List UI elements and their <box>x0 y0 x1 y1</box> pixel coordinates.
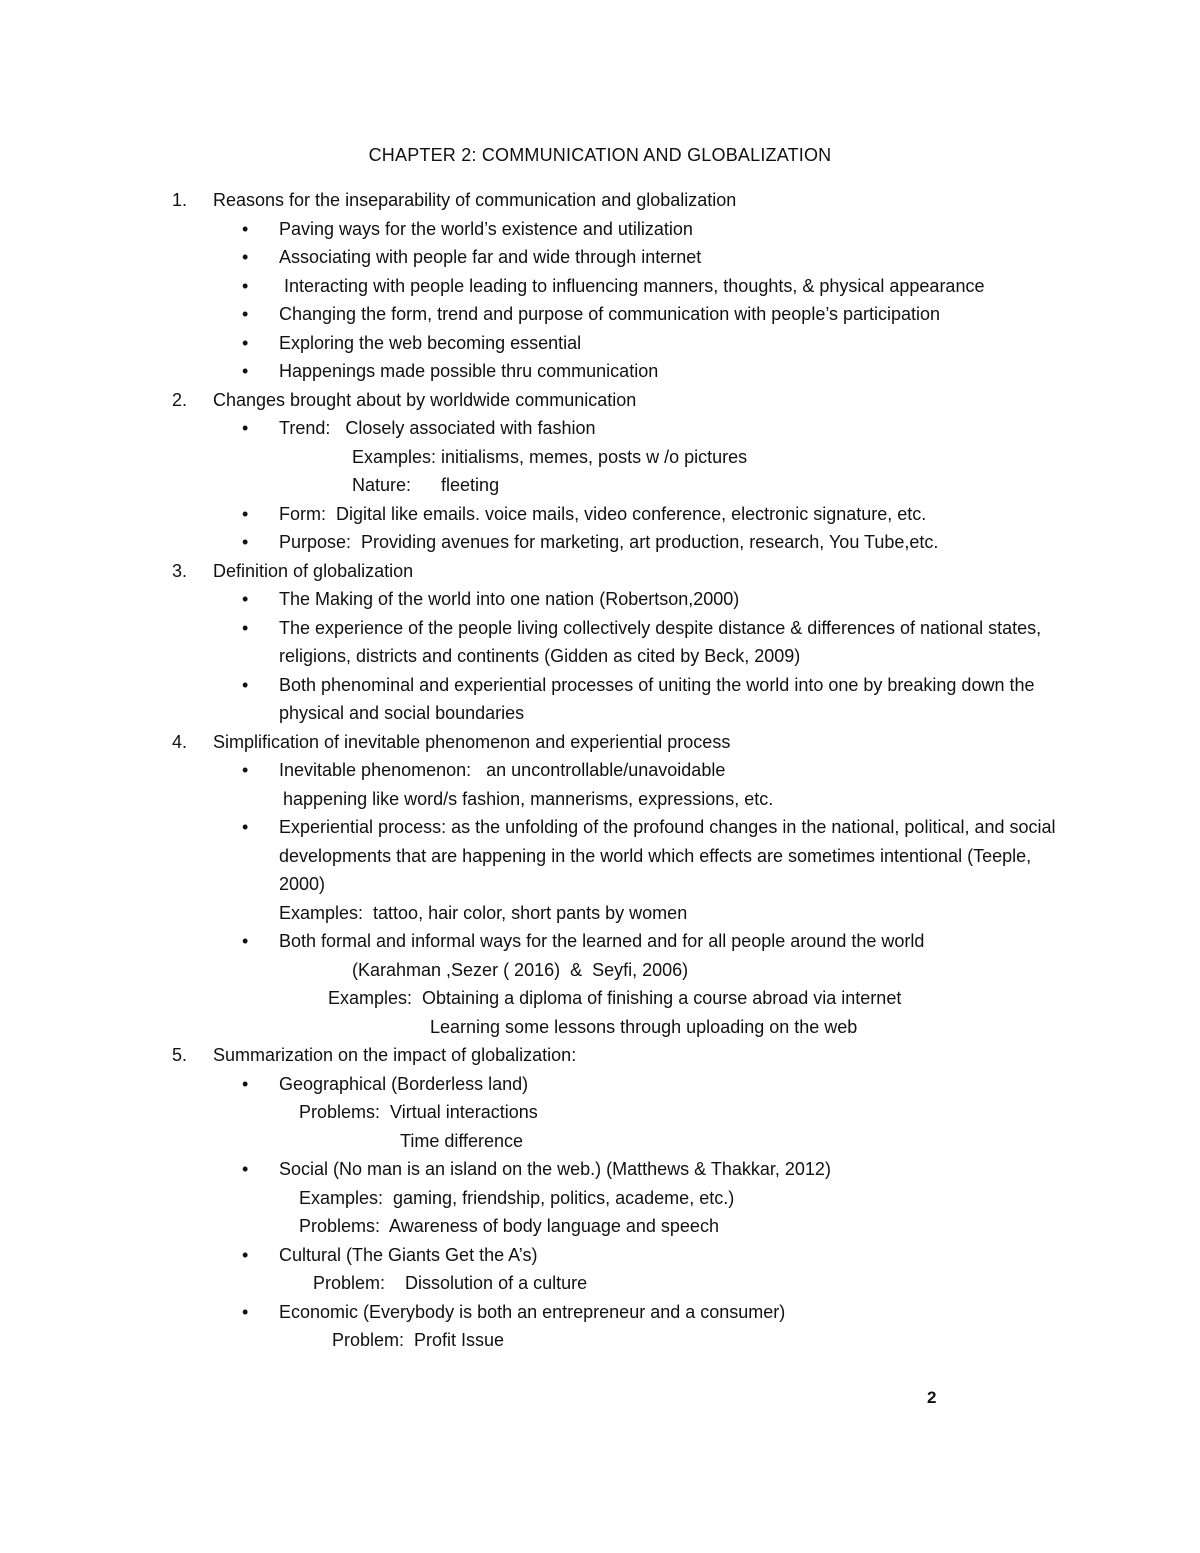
bullet-text: • The Making of the world into one nation (Robertson,2000) <box>279 589 740 609</box>
geographical-problems-2: Time difference <box>400 1130 524 1151</box>
bullet-item <box>172 300 1072 329</box>
experiential-examples: Examples: tattoo, hair color, short pants by women <box>279 902 688 923</box>
bullet-item <box>172 243 1072 272</box>
inevitable-continuation: happening like word/s fashion, mannerisms, expressions, etc. <box>283 788 774 809</box>
section-4 <box>172 728 1072 1042</box>
formal-examples-1: Examples: Obtaining a diploma of finishing a course abroad via internet <box>328 988 902 1008</box>
bullet-text: • Paving ways for the world’s existence and utilization <box>279 218 693 239</box>
bullet-item <box>172 614 1072 671</box>
bullet-item <box>172 1070 1072 1099</box>
bullet-text: • Experiential process: as the unfolding of the profound changes in the national, political, and social developments that are happening in the world which effects are sometimes intentional (Teeple, 2000) <box>279 817 1056 894</box>
cultural-problem: Problem: Dissolution of a culture <box>313 1273 588 1293</box>
bullet-item <box>172 1298 1072 1327</box>
section-3 <box>172 557 1072 728</box>
page-number: 2 <box>927 1388 937 1407</box>
bullet-text: • Both formal and informal ways for the learned and for all people around the world <box>279 931 925 951</box>
bullet-item <box>172 329 1072 358</box>
bullet-item <box>172 215 1072 244</box>
bullet-text: • Economic (Everybody is both an entrepreneur and a consumer) <box>279 1301 786 1322</box>
social-problems: Problems: Awareness of body language and speech <box>299 1216 719 1236</box>
bullet-text: • Geographical (Borderless land) <box>279 1073 529 1094</box>
bullet-text: • Social (No man is an island on the web.) (Matthews & Thakkar, 2012) <box>279 1159 831 1179</box>
section-heading <box>172 557 1072 586</box>
section-number: 3. <box>172 560 188 581</box>
bullet-text: • Associating with people far and wide through internet <box>279 247 702 267</box>
page-title: CHAPTER 2: COMMUNICATION AND GLOBALIZATION <box>368 145 832 165</box>
bullet-text: • Cultural (The Giants Get the A’s) <box>279 1244 538 1265</box>
bullet-item <box>172 414 1072 443</box>
bullet-text: • Happenings made possible thru communication <box>279 361 659 381</box>
section-heading-text: Changes brought about by worldwide communication <box>213 389 637 410</box>
bullet-item <box>172 813 1072 899</box>
bullet-item <box>172 927 1072 956</box>
section-heading <box>172 1041 1072 1070</box>
bullet-item <box>172 1155 1072 1184</box>
social-examples: Examples: gaming, friendship, politics, academe, etc.) <box>299 1187 735 1208</box>
section-1 <box>172 186 1072 386</box>
section-2 <box>172 386 1072 557</box>
trend-nature: Nature: fleeting <box>352 475 500 495</box>
section-heading-text: Simplification of inevitable phenomenon and experiential process <box>213 731 731 752</box>
bullet-text: • Interacting with people leading to influencing manners, thoughts, & physical appearance <box>279 275 985 296</box>
bullet-item <box>172 528 1072 557</box>
bullet-item <box>172 671 1072 728</box>
bullet-item <box>172 585 1072 614</box>
section-heading-text: Definition of globalization <box>213 560 414 581</box>
bullet-text: • Both phenominal and experiential processes of uniting the world into one by breaking down the physical and social boundaries <box>279 674 1035 723</box>
bullet-item <box>172 1241 1072 1270</box>
bullet-item <box>172 357 1072 386</box>
bullet-text: • Changing the form, trend and purpose of communication with people’s participation <box>279 304 941 324</box>
bullet-text: • The experience of the people living collectively despite distance & differences of national states, religions, districts and continents (Gidden as cited by Beck, 2009) <box>279 617 1042 666</box>
section-heading <box>172 728 1072 757</box>
section-heading <box>172 186 1072 215</box>
trend-examples: Examples: initialisms, memes, posts w /o pictures <box>352 446 748 467</box>
section-heading-text: Summarization on the impact of globalization: <box>213 1045 577 1065</box>
bullet-text: • Purpose: Providing avenues for marketing, art production, research, You Tube,etc. <box>279 532 939 552</box>
bullet-item <box>172 500 1072 529</box>
economic-problem: Problem: Profit Issue <box>332 1330 505 1350</box>
geographical-problems: Problems: Virtual interactions <box>299 1102 538 1122</box>
section-number: 5. <box>172 1045 188 1065</box>
section-number: 1. <box>172 190 188 210</box>
section-number: 2. <box>172 389 188 410</box>
formal-examples-2: Learning some lessons through uploading on the web <box>430 1016 858 1037</box>
section-number: 4. <box>172 731 188 752</box>
bullet-text: • Exploring the web becoming essential <box>279 332 582 353</box>
section-heading <box>172 386 1072 415</box>
section-heading-text: Reasons for the inseparability of communication and globalization <box>213 190 737 210</box>
bullet-text: • Form: Digital like emails. voice mails, video conference, electronic signature, etc. <box>279 503 927 524</box>
bullet-text: • Inevitable phenomenon: an uncontrollable/unavoidable <box>279 760 726 780</box>
formal-citation: (Karahman ,Sezer ( 2016) & Seyfi, 2006) <box>352 959 689 980</box>
bullet-item <box>172 756 1072 785</box>
section-5 <box>172 1041 1072 1355</box>
bullet-text: • Trend: Closely associated with fashion <box>279 418 596 438</box>
document-body <box>172 186 1072 1355</box>
bullet-item <box>172 272 1072 301</box>
